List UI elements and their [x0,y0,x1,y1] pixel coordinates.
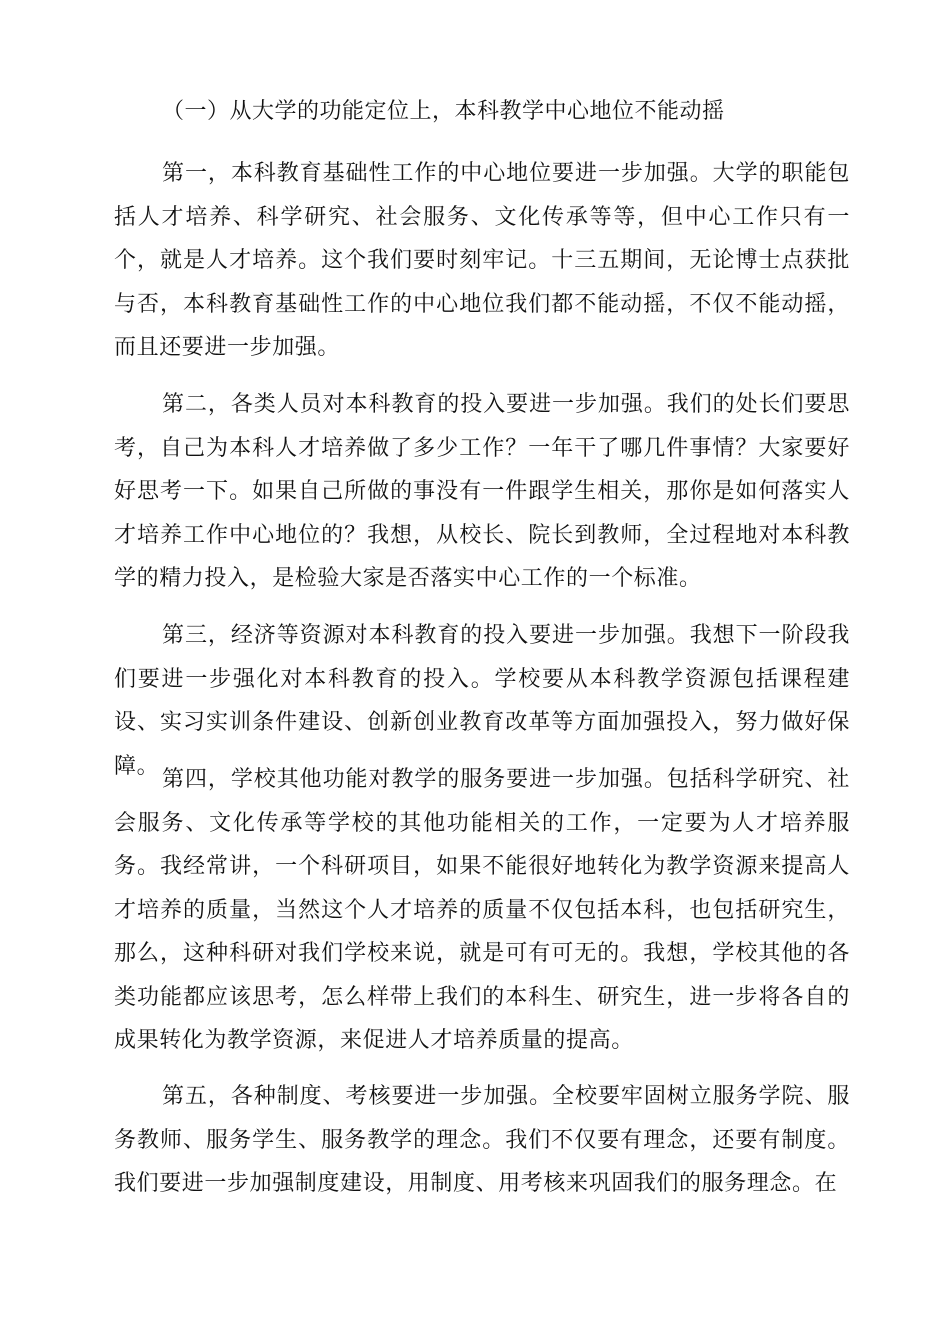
paragraph-second: 第二，各类人员对本科教育的投入要进一步加强。我们的处长们要思考，自己为本科人才培养做了多少工作？一年干了哪几件事情？大家要好好思考一下。如果自己所做的事没有一件跟学生相关，那你是如何落实人才培养工作中心地位的？我想，从校长、院长到教师，全过程地对本科教学的精力投入，是检验大家是否落实中心工作的一个标准。 [114,392,850,591]
paragraph-fourth: 第四，学校其他功能对教学的服务要进一步加强。包括科学研究、社会服务、文化传承等学校的其他功能相关的工作，一定要为人才培养服务。我经常讲，一个科研项目，如果不能很好地转化为教学资源来提高人才培养的质量，当然这个人才培养的质量不仅包括本科，也包括研究生，那么，这种科研对我们学校来说，就是可有可无的。我想，学校其他的各类功能都应该思考，怎么样带上我们的本科生、研究生，进一步将各自的成果转化为教学资源，来促进人才培养质量的提高。 [114,767,850,1053]
section-heading: （一）从大学的功能定位上，本科教学中心地位不能动摇 [162,99,725,124]
paragraph-fifth: 第五，各种制度、考核要进一步加强。全校要牢固树立服务学院、服务教师、服务学生、服务教学的理念。我们不仅要有理念，还要有制度。我们要进一步加强制度建设，用制度、用考核来巩固我们的服务理念。在 [114,1084,850,1196]
paragraph-first: 第一，本科教育基础性工作的中心地位要进一步加强。大学的职能包括人才培养、科学研究、社会服务、文化传承等等，但中心工作只有一个，就是人才培养。这个我们要时刻牢记。十三五期间，无论博士点获批与否，本科教育基础性工作的中心地位我们都不能动摇，不仅不能动摇，而且还要进一步加强。 [114,161,850,360]
paragraph-third: 第三，经济等资源对本科教育的投入要进一步加强。我想下一阶段我们要进一步强化对本科教育的投入。学校要从本科教学资源包括课程建设、实习实训条件建设、创新创业教育改革等方面加强投入，努力做好保障。 [114,623,850,779]
